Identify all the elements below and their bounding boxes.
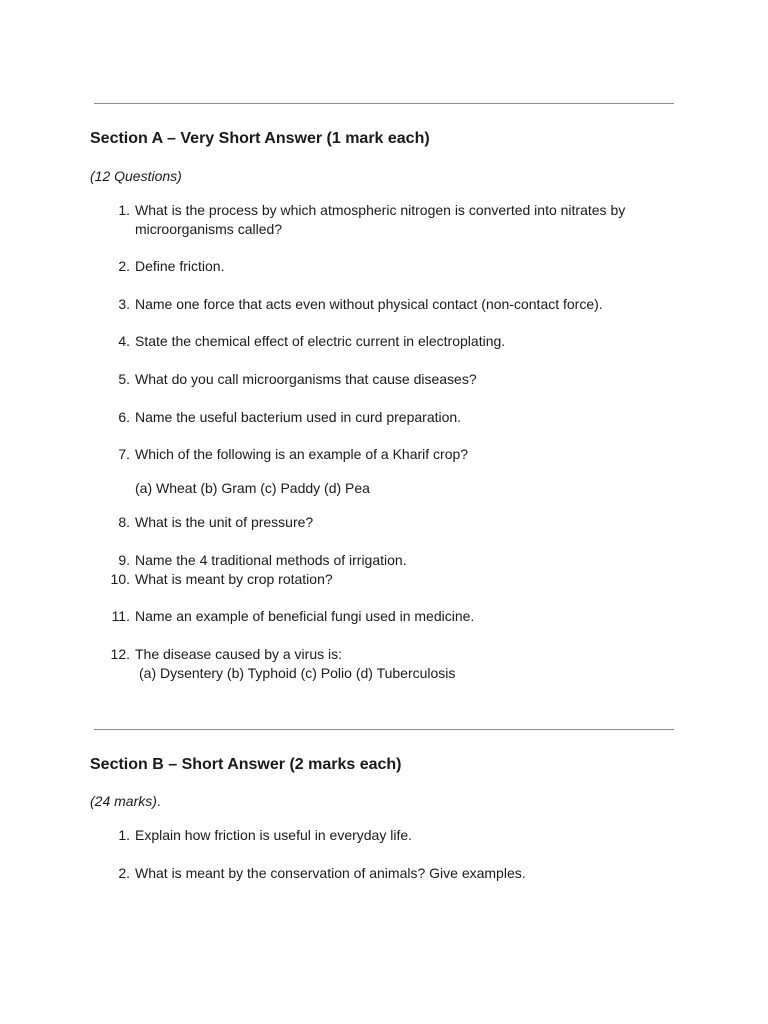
question-text: Name the useful bacterium used in curd preparation.	[135, 409, 462, 425]
question-text: What do you call microorganisms that cause diseases?	[135, 371, 477, 387]
question-b-2	[110, 864, 670, 883]
question-a-7	[110, 445, 670, 464]
question-a-8	[110, 513, 670, 532]
question-a-2	[110, 257, 670, 276]
question-b-1	[110, 826, 670, 845]
question-number: 2.	[118, 865, 130, 881]
question-number: 6.	[118, 409, 130, 425]
section-b-subtitle	[90, 793, 161, 809]
question-text: Name the 4 traditional methods of irrigation.	[135, 552, 407, 568]
question-number: 12.	[110, 646, 130, 662]
question-number: 1.	[118, 202, 130, 218]
section-b-title: Section B – Short Answer (2 marks each)	[90, 756, 402, 773]
section-a-title: Section A – Very Short Answer (1 mark each)	[90, 130, 430, 147]
question-a-5	[110, 370, 670, 389]
question-text: What is meant by the conservation of animals? Give examples.	[135, 865, 526, 881]
question-number: 9.	[118, 552, 130, 568]
section-a-subtitle: (12 Questions)	[90, 168, 182, 184]
question-text: The disease caused by a virus is:	[135, 646, 342, 662]
question-number: 11.	[111, 608, 130, 624]
question-text: What is the process by which atmospheric nitrogen is converted into nitrates by microorganisms called?	[135, 202, 626, 237]
question-number: 10.	[110, 571, 130, 587]
question-text: What is meant by crop rotation?	[135, 571, 333, 587]
question-text: Which of the following is an example of a Kharif crop?	[135, 446, 469, 462]
question-text: What is the unit of pressure?	[135, 514, 314, 530]
question-a-10	[110, 570, 670, 589]
section-b-subtitle-text: (24 marks)	[90, 793, 157, 809]
question-text: Explain how friction is useful in everyday life.	[135, 827, 413, 843]
question-a-9	[110, 551, 670, 570]
question-number: 1.	[118, 827, 130, 843]
question-number: 4.	[118, 333, 130, 349]
section-b-divider	[94, 729, 674, 730]
question-text: Name one force that acts even without physical contact (non-contact force).	[135, 296, 603, 312]
question-text: Name an example of beneficial fungi used in medicine.	[135, 608, 475, 624]
question-text: Define friction.	[135, 258, 225, 274]
question-text: State the chemical effect of electric current in electroplating.	[135, 333, 506, 349]
question-number: 3.	[118, 296, 130, 312]
question-a-1	[110, 201, 670, 239]
question-a-12	[110, 645, 670, 664]
section-a-divider	[94, 103, 674, 104]
question-a-11	[110, 607, 670, 626]
question-a-6	[110, 408, 670, 427]
question-number: 5.	[118, 371, 130, 387]
section-b-subtitle-suffix: .	[156, 793, 161, 809]
question-a-12-options: (a) Dysentery (b) Typhoid (c) Polio (d) Tuberculosis	[139, 665, 456, 681]
question-number: 7.	[118, 446, 130, 462]
question-number: 8.	[118, 514, 130, 530]
question-a-7-options: (a) Wheat (b) Gram (c) Paddy (d) Pea	[135, 480, 370, 496]
question-a-3	[110, 295, 670, 314]
question-a-4	[110, 332, 670, 351]
question-number: 2.	[118, 258, 130, 274]
